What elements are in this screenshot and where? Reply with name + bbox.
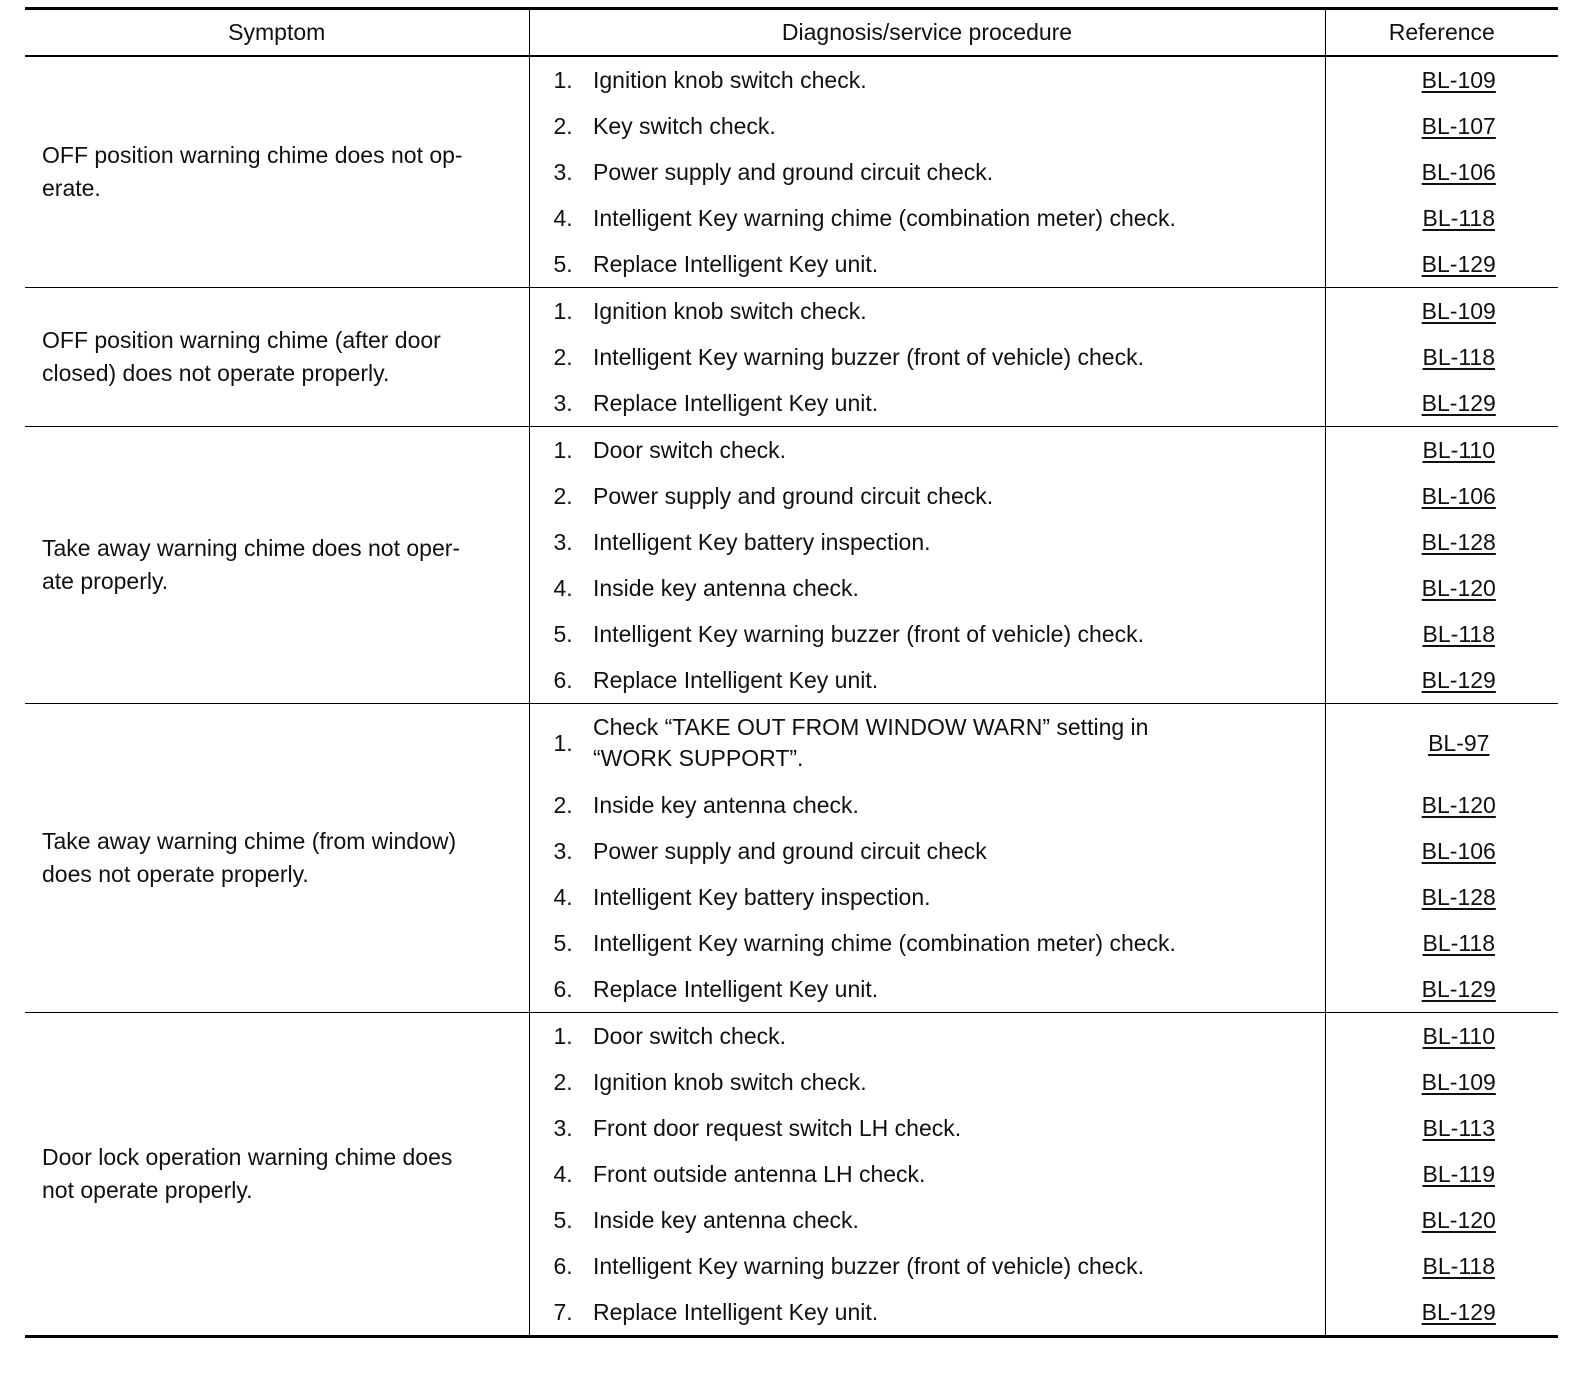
- symptom-cell: Take away warning chime does not oper- ate properly.: [25, 427, 529, 704]
- table-body: [25, 56, 1558, 1337]
- header-reference: Reference: [1325, 9, 1558, 57]
- procedure-text: Replace Intelligent Key unit.: [593, 250, 879, 277]
- step-number: 5.: [529, 611, 593, 657]
- reference-cell: [1325, 1151, 1558, 1197]
- step-number: 3.: [529, 380, 593, 427]
- reference-link[interactable]: BL-97: [1428, 729, 1490, 756]
- reference-link[interactable]: BL-128: [1421, 883, 1496, 910]
- reference-cell: [1325, 611, 1558, 657]
- reference-link[interactable]: BL-129: [1421, 1298, 1496, 1325]
- step-number: 1.: [529, 56, 593, 103]
- reference-cell: [1325, 1105, 1558, 1151]
- reference-cell: [1325, 473, 1558, 519]
- reference-cell: [1325, 874, 1558, 920]
- reference-cell: [1325, 920, 1558, 966]
- reference-cell: [1325, 195, 1558, 241]
- procedure-text: Intelligent Key warning chime (combination meter) check.: [593, 929, 1176, 956]
- procedure-text: Ignition knob switch check.: [593, 288, 1325, 335]
- step-number: 2.: [529, 1059, 593, 1105]
- reference-cell: [1325, 241, 1558, 288]
- reference-link[interactable]: BL-110: [1422, 436, 1495, 463]
- step-number: 6.: [529, 657, 593, 704]
- step-number: 2.: [529, 782, 593, 828]
- diagnosis-table-sheet: [25, 7, 1558, 1338]
- table-row: [25, 56, 1558, 103]
- reference-cell: [1325, 1059, 1558, 1105]
- table-row: [25, 427, 1558, 474]
- reference-link[interactable]: BL-109: [1421, 1068, 1496, 1095]
- reference-link[interactable]: BL-109: [1421, 66, 1496, 93]
- reference-link[interactable]: BL-120: [1421, 1206, 1496, 1233]
- step-number: 6.: [529, 966, 593, 1013]
- step-number: 6.: [529, 1243, 593, 1289]
- reference-cell: [1325, 704, 1558, 783]
- symptom-cell: Door lock operation warning chime does not operate properly.: [25, 1013, 529, 1337]
- procedure-text: Intelligent Key warning buzzer (front of vehicle) check.: [593, 620, 1144, 647]
- procedure-text: Front outside antenna LH check.: [593, 1160, 926, 1187]
- procedure-text: Power supply and ground circuit check: [593, 837, 987, 864]
- reference-link[interactable]: BL-118: [1422, 620, 1495, 647]
- reference-link[interactable]: BL-110: [1422, 1022, 1495, 1049]
- reference-link[interactable]: BL-119: [1422, 1160, 1495, 1187]
- procedure-text: Replace Intelligent Key unit.: [593, 666, 879, 693]
- reference-cell: [1325, 103, 1558, 149]
- procedure-text: Replace Intelligent Key unit.: [593, 975, 879, 1002]
- reference-cell: [1325, 657, 1558, 704]
- procedure-text: Replace Intelligent Key unit.: [593, 1298, 879, 1325]
- step-number: 3.: [529, 519, 593, 565]
- reference-cell: [1325, 427, 1558, 474]
- procedure-text: Key switch check.: [593, 112, 776, 139]
- reference-link[interactable]: BL-118: [1422, 1252, 1495, 1279]
- reference-link[interactable]: BL-113: [1422, 1114, 1495, 1141]
- procedure-text: Intelligent Key warning buzzer (front of vehicle) check.: [593, 343, 1144, 370]
- step-number: 3.: [529, 1105, 593, 1151]
- procedure-text: Inside key antenna check.: [593, 574, 859, 601]
- reference-cell: [1325, 149, 1558, 195]
- procedure-text: Intelligent Key battery inspection.: [593, 528, 931, 555]
- reference-cell: [1325, 56, 1558, 103]
- reference-link[interactable]: BL-120: [1421, 574, 1496, 601]
- step-number: 4.: [529, 1151, 593, 1197]
- reference-cell: [1325, 1197, 1558, 1243]
- reference-link[interactable]: BL-106: [1421, 482, 1496, 509]
- symptom-cell: Take away warning chime (from window) does not operate properly.: [25, 704, 529, 1013]
- procedure-text: Door switch check.: [593, 427, 1325, 474]
- reference-cell: [1325, 519, 1558, 565]
- procedure-text: Inside key antenna check.: [593, 1206, 859, 1233]
- reference-cell: [1325, 288, 1558, 335]
- reference-cell: [1325, 380, 1558, 427]
- procedure-text: Power supply and ground circuit check.: [593, 158, 994, 185]
- step-number: 2.: [529, 103, 593, 149]
- reference-cell: [1325, 1243, 1558, 1289]
- symptom-diagnosis-table: [25, 7, 1558, 1338]
- reference-link[interactable]: BL-107: [1421, 112, 1496, 139]
- table-row: [25, 704, 1558, 783]
- reference-link[interactable]: BL-118: [1422, 343, 1495, 370]
- reference-link[interactable]: BL-129: [1421, 666, 1496, 693]
- reference-cell: [1325, 334, 1558, 380]
- reference-cell: [1325, 1289, 1558, 1337]
- step-number: 2.: [529, 473, 593, 519]
- step-number: 1.: [529, 427, 593, 474]
- reference-link[interactable]: BL-129: [1421, 389, 1496, 416]
- reference-link[interactable]: BL-118: [1422, 204, 1495, 231]
- reference-link[interactable]: BL-128: [1421, 528, 1496, 555]
- reference-link[interactable]: BL-129: [1421, 250, 1496, 277]
- table-header-row: [25, 9, 1558, 57]
- procedure-text: Ignition knob switch check.: [593, 56, 1325, 103]
- step-number: 5.: [529, 1197, 593, 1243]
- procedure-text: Intelligent Key warning buzzer (front of vehicle) check.: [593, 1252, 1144, 1279]
- procedure-text: Inside key antenna check.: [593, 791, 859, 818]
- procedure-text: Intelligent Key warning chime (combination meter) check.: [593, 204, 1176, 231]
- step-number: 1.: [529, 288, 593, 335]
- procedure-text: Check “TAKE OUT FROM WINDOW WARN” setting in “WORK SUPPORT”.: [593, 704, 1325, 783]
- step-number: 5.: [529, 920, 593, 966]
- step-number: 5.: [529, 241, 593, 288]
- procedure-text: Power supply and ground circuit check.: [593, 482, 994, 509]
- reference-link[interactable]: BL-118: [1422, 929, 1495, 956]
- procedure-text: Ignition knob switch check.: [593, 1068, 867, 1095]
- step-number: 3.: [529, 149, 593, 195]
- symptom-cell: OFF position warning chime (after door closed) does not operate properly.: [25, 288, 529, 427]
- header-procedure: Diagnosis/service procedure: [529, 9, 1325, 57]
- reference-link[interactable]: BL-129: [1421, 975, 1496, 1002]
- table-row: [25, 288, 1558, 335]
- reference-cell: [1325, 828, 1558, 874]
- step-number: 1.: [529, 704, 593, 783]
- step-number: 4.: [529, 565, 593, 611]
- symptom-cell: OFF position warning chime does not op- erate.: [25, 56, 529, 288]
- header-symptom: Symptom: [25, 9, 529, 57]
- reference-cell: [1325, 966, 1558, 1013]
- procedure-text: Replace Intelligent Key unit.: [593, 389, 879, 416]
- reference-link[interactable]: BL-106: [1421, 837, 1496, 864]
- reference-link[interactable]: BL-106: [1421, 158, 1496, 185]
- step-number: 7.: [529, 1289, 593, 1337]
- reference-link[interactable]: BL-120: [1421, 791, 1496, 818]
- step-number: 3.: [529, 828, 593, 874]
- procedure-text: Door switch check.: [593, 1013, 1325, 1060]
- table-row: [25, 1013, 1558, 1060]
- reference-cell: [1325, 1013, 1558, 1060]
- step-number: 4.: [529, 874, 593, 920]
- procedure-text: Front door request switch LH check.: [593, 1114, 962, 1141]
- procedure-text: Intelligent Key battery inspection.: [593, 883, 931, 910]
- step-number: 2.: [529, 334, 593, 380]
- reference-cell: [1325, 782, 1558, 828]
- reference-link[interactable]: BL-109: [1421, 297, 1496, 324]
- step-number: 4.: [529, 195, 593, 241]
- reference-cell: [1325, 565, 1558, 611]
- step-number: 1.: [529, 1013, 593, 1060]
